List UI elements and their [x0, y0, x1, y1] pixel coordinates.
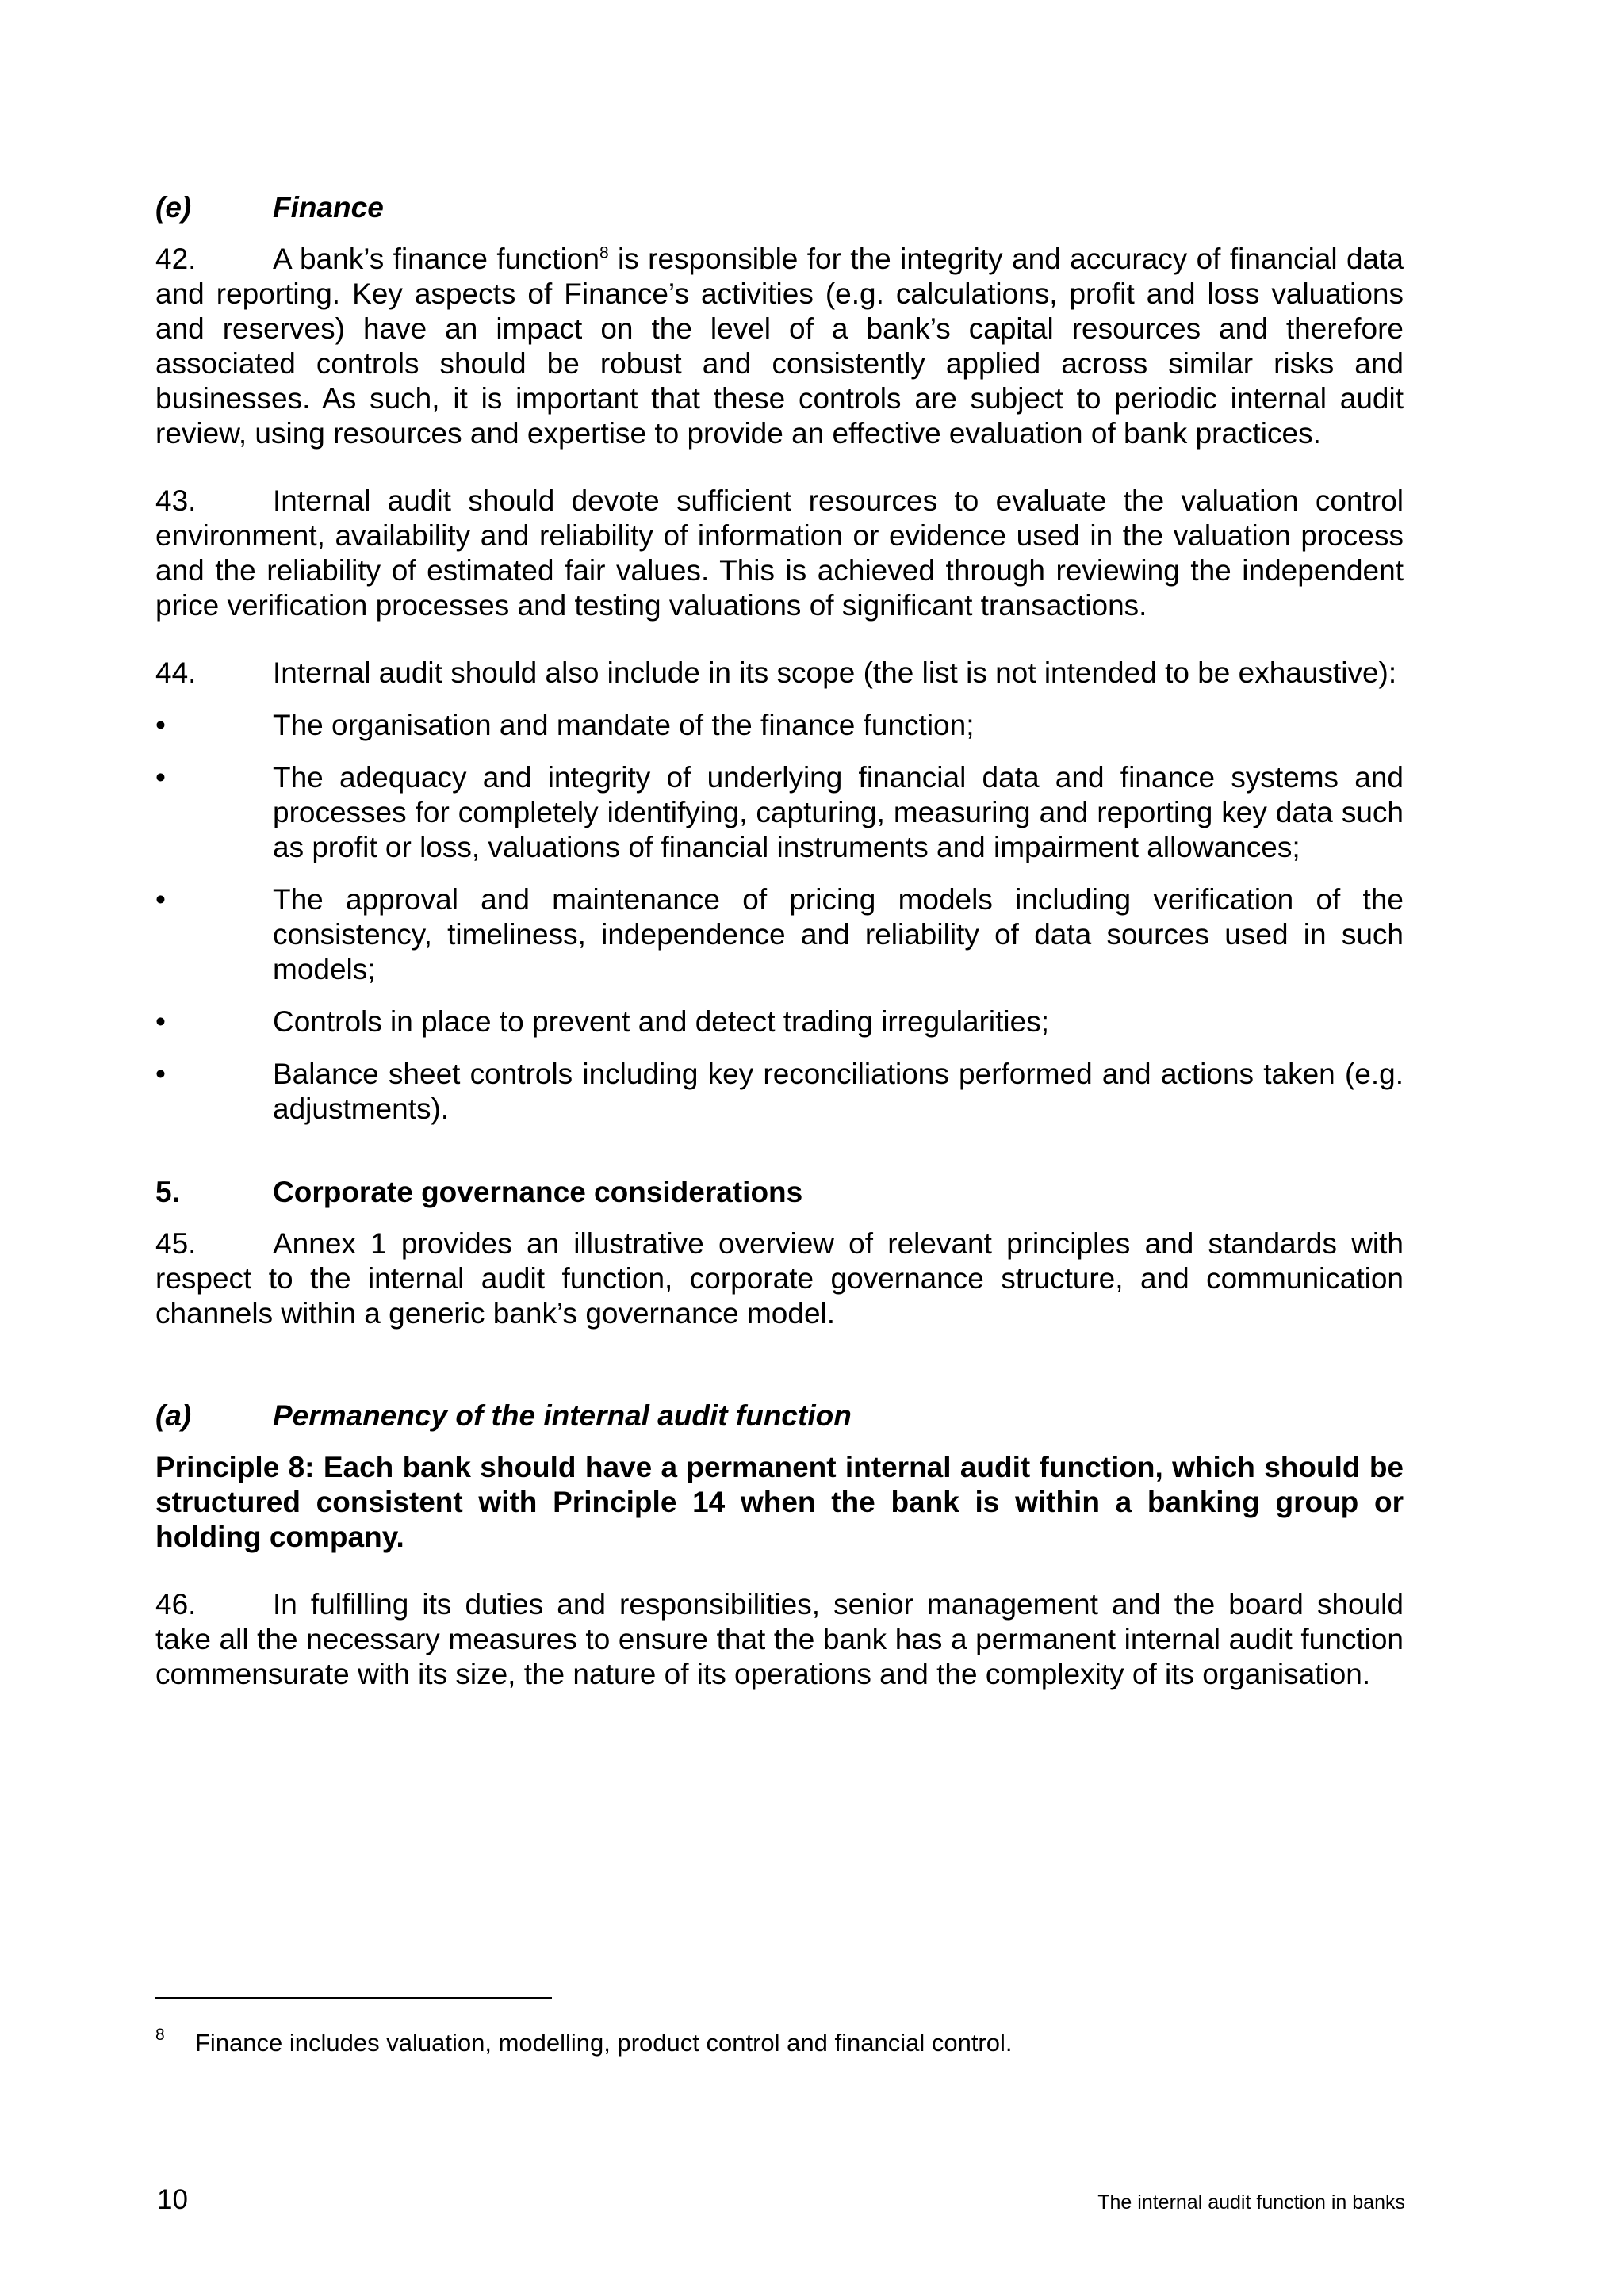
bullet-icon: •: [155, 709, 166, 741]
bullet-icon: •: [155, 761, 166, 794]
list-item-text: The organisation and mandate of the finance function;: [273, 709, 975, 741]
footnote-reference[interactable]: 8: [599, 243, 609, 262]
list-item: [155, 1057, 1404, 1127]
paragraph-text: Internal audit should devote sufficient resources to evaluate the valuation control environment, availability and reliability of information or evidence used in the valuation process and the reliability of estimated fair values. This is achieved through reviewing the independent price verification processes and testing valuations of significant transactions.: [155, 484, 1404, 622]
paragraph-42: [155, 242, 1404, 451]
section-heading-permanency: [155, 1399, 1404, 1433]
paragraph-text: Annex 1 provides an illustrative overview of relevant principles and standards with respect to the internal audit function, corporate governance structure, and communication channels within a generic bank’s governance model.: [155, 1227, 1404, 1330]
paragraph-text-part-2: is responsible for the integrity and accuracy of financial data and reporting. Key aspects of Finance’s activities (e.g. calculations, profit and loss valuations and reserves) have an impact on the level of a bank’s capital resources and therefore associated controls should be robust and consistently applied across similar risks and businesses. As such, it is important that these controls are subject to periodic internal audit review, using resources and expertise to provide an effective evaluation of bank practices.: [155, 243, 1404, 450]
paragraph-45: [155, 1226, 1404, 1331]
section-title: Corporate governance considerations: [273, 1176, 803, 1208]
bullet-icon: •: [155, 1005, 166, 1038]
section-number: (a): [155, 1399, 192, 1432]
document-body: [155, 190, 1404, 1692]
bullet-icon: •: [155, 1058, 166, 1090]
paragraph-number: 42.: [155, 243, 197, 275]
list-item: [155, 760, 1404, 865]
list-item-text: The approval and maintenance of pricing models including verification of the consistency, timeliness, independence and reliability of data sources used in such models;: [273, 883, 1404, 985]
bullet-icon: •: [155, 883, 166, 916]
paragraph-44: [155, 656, 1404, 691]
section-heading-finance: [155, 190, 1404, 225]
section-title: Finance: [273, 191, 384, 224]
paragraph-text: In fulfilling its duties and responsibilities, senior management and the board should take all the necessary measures to ensure that the bank has a permanent internal audit function commensurate with its size, the nature of its operations and the complexity of its organisation.: [155, 1588, 1404, 1690]
paragraph-43: [155, 484, 1404, 623]
footnote-text: Finance includes valuation, modelling, product control and financial control.: [195, 2029, 1013, 2057]
paragraph-number: 43.: [155, 484, 197, 517]
paragraph-number: 45.: [155, 1227, 197, 1260]
paragraph-number: 44.: [155, 656, 197, 689]
section-title: Permanency of the internal audit function: [273, 1399, 852, 1432]
section-number: 5.: [155, 1176, 180, 1208]
list-item-text: The adequacy and integrity of underlying financial data and finance systems and processes for completely identifying, capturing, measuring and reporting key data such as profit or loss, valuations of financial instruments and impairment allowances;: [273, 761, 1404, 863]
list-item-text: Balance sheet controls including key reconciliations performed and actions taken (e.g. adjustments).: [273, 1058, 1404, 1125]
footnote-mark: 8: [155, 2026, 165, 2044]
paragraph-text-part-1: A bank’s finance function: [273, 243, 599, 275]
section-number: (e): [155, 191, 192, 224]
list-item: [155, 882, 1404, 987]
paragraph-text: Internal audit should also include in its scope (the list is not intended to be exhaustive):: [273, 656, 1397, 689]
page-number: 10: [157, 2184, 188, 2215]
finance-scope-list: [155, 708, 1404, 1127]
paragraph-46: [155, 1587, 1404, 1692]
running-title: The internal audit function in banks: [1097, 2191, 1405, 2214]
list-item: [155, 708, 1404, 743]
paragraph-number: 46.: [155, 1588, 197, 1621]
list-item-text: Controls in place to prevent and detect trading irregularities;: [273, 1005, 1049, 1038]
list-item: [155, 1004, 1404, 1039]
footnote-divider: [155, 1997, 552, 1999]
principle-8: Principle 8: Each bank should have a permanent internal audit function, which should be structured consistent with Principle 14 when the bank is within a banking group or holding company.: [155, 1451, 1404, 1553]
section-heading-corporate-governance: [155, 1175, 1404, 1210]
